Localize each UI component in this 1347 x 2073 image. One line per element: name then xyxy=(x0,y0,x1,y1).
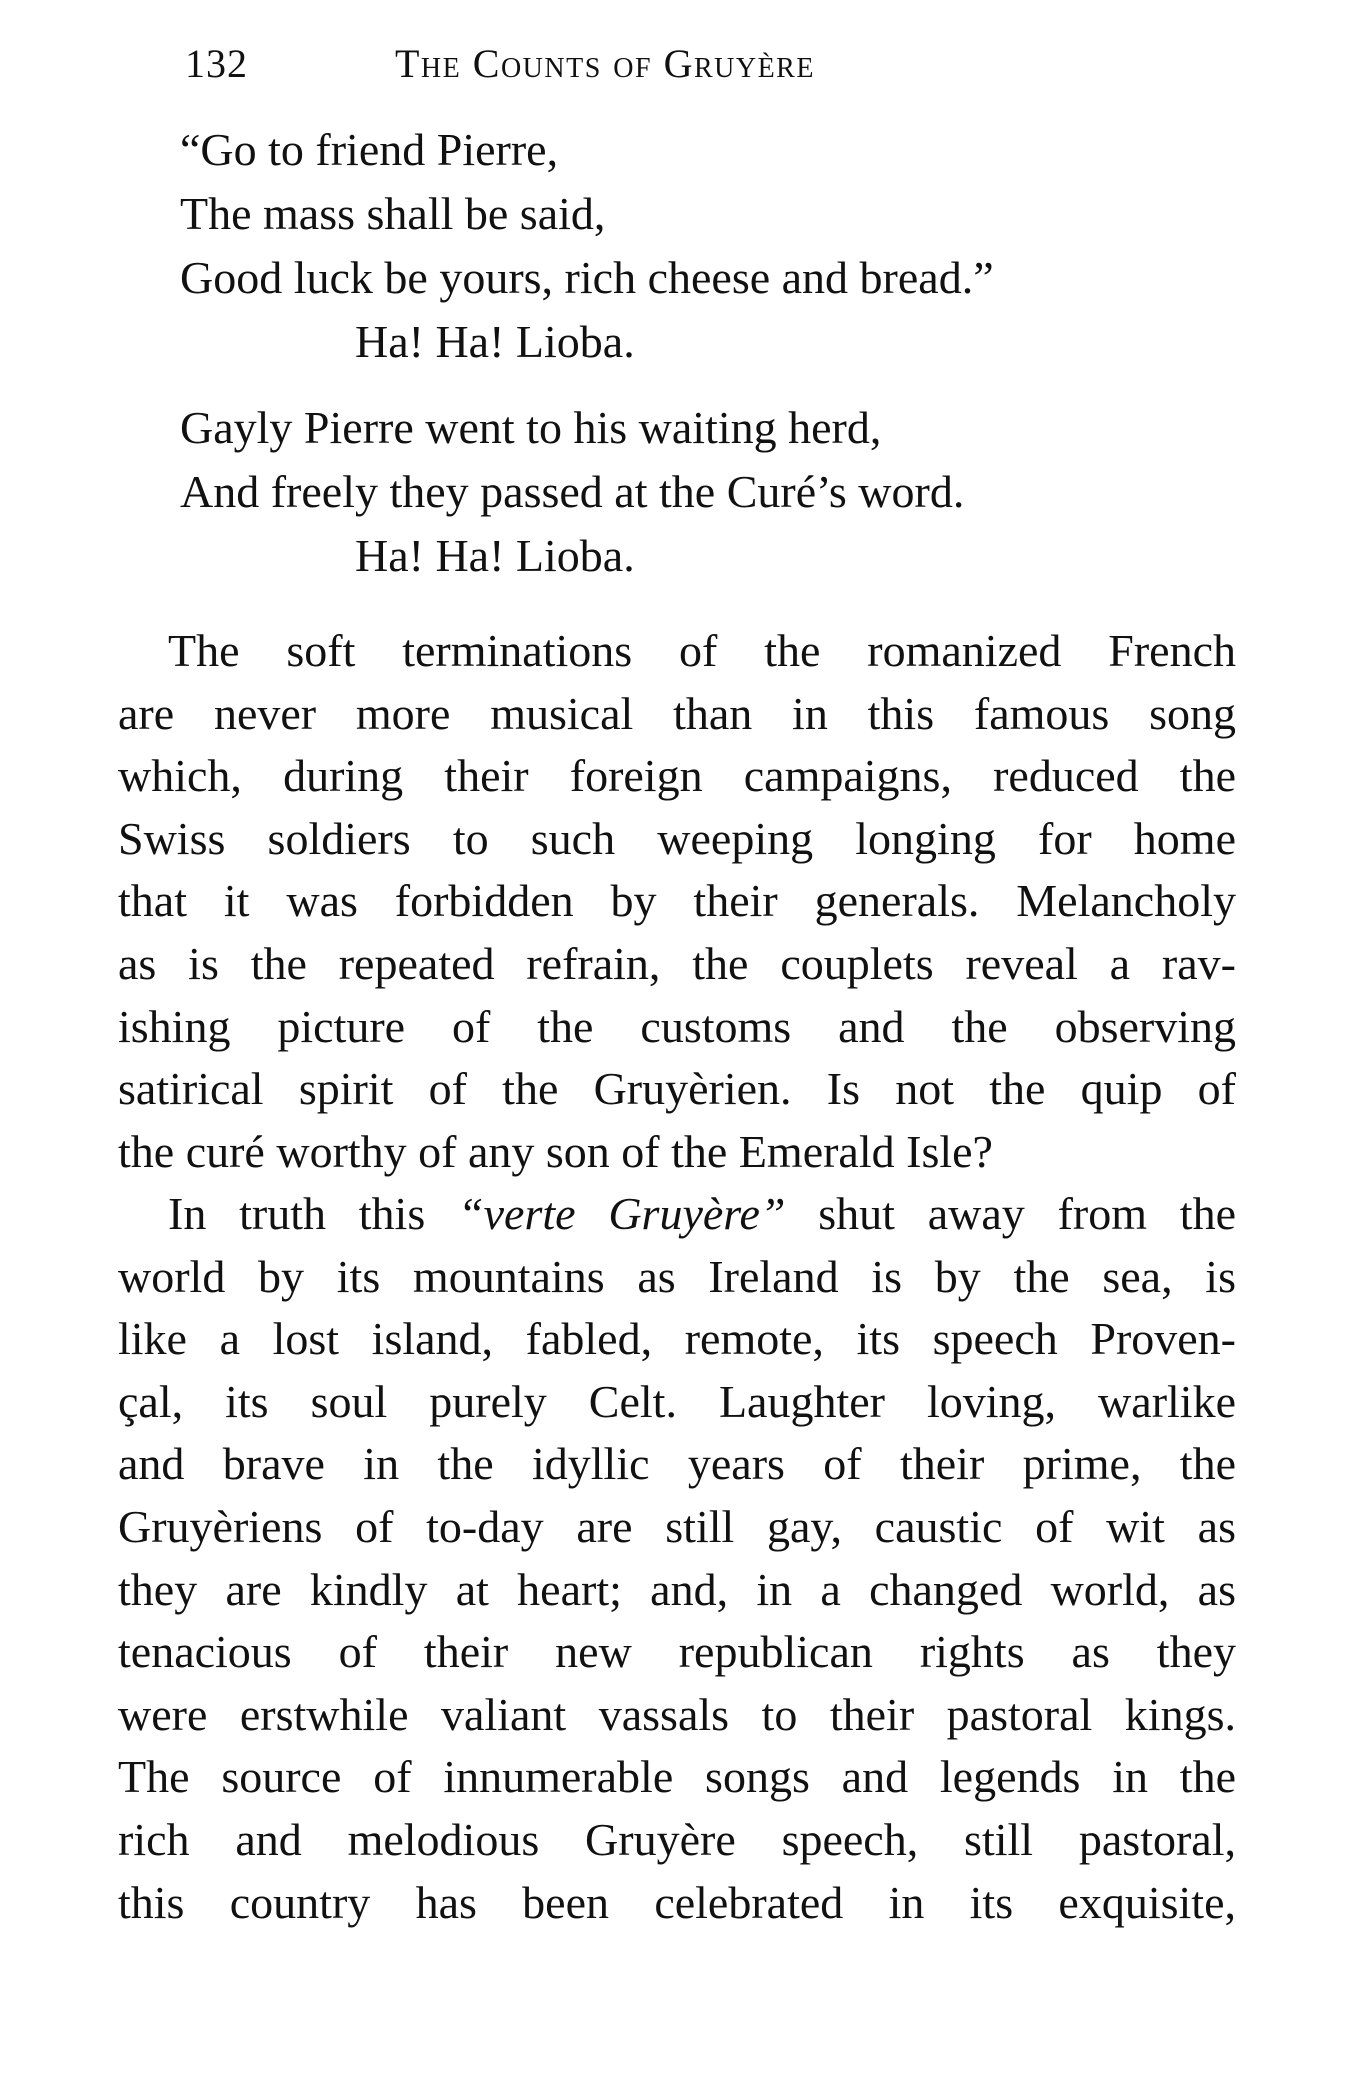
paragraph-line: like a lost island, fabled, remote, its speech Proven- xyxy=(118,1313,1236,1365)
running-header xyxy=(0,40,1347,100)
paragraph-line: rich and melodious Gruyère speech, still pastoral, xyxy=(118,1813,1236,1865)
paragraph-lead-rest: shut away from the xyxy=(785,1188,1236,1239)
paragraph-line: that it was forbidden by their generals. Melancholy xyxy=(118,875,1236,927)
italic-phrase: “verte Gruyère” xyxy=(458,1188,786,1239)
verse-line: Gayly Pierre went to his waiting herd, xyxy=(180,402,882,453)
paragraph-2 xyxy=(118,1183,1236,1934)
paragraph-line: they are kindly at heart; and, in a changed world, as xyxy=(118,1563,1236,1615)
page-number: 132 xyxy=(185,41,248,86)
verse-refrain: Ha! Ha! Lioba. xyxy=(355,316,635,367)
verse-refrain: Ha! Ha! Lioba. xyxy=(355,530,635,581)
verse-line: The mass shall be said, xyxy=(180,188,606,239)
paragraph-line: Gruyèriens of to-day are still gay, caustic of wit as xyxy=(118,1500,1236,1552)
paragraph-first-line xyxy=(118,1183,1236,1246)
paragraph-line: as is the repeated refrain, the couplets reveal a rav- xyxy=(118,937,1236,989)
verse-stanza-2 xyxy=(180,396,1240,588)
paragraph-line: are never more musical than in this famous song xyxy=(118,687,1236,739)
paragraph-line: this country has been celebrated in its exquisite, xyxy=(118,1876,1236,1928)
paragraph-line: The source of innumerable songs and legends in the xyxy=(118,1751,1236,1803)
running-title: The Counts of Gruyère xyxy=(395,41,815,86)
paragraph-line: the curé worthy of any son of the Emerald Isle? xyxy=(118,1125,993,1177)
paragraph-line: were erstwhile valiant vassals to their pastoral kings. xyxy=(118,1688,1236,1740)
paragraph-line: çal, its soul purely Celt. Laughter loving, warlike xyxy=(118,1375,1236,1427)
paragraph-line: satirical spirit of the Gruyèrien. Is not the quip of xyxy=(118,1063,1236,1115)
paragraph-line: Swiss soldiers to such weeping longing for home xyxy=(118,812,1236,864)
paragraph-line: and brave in the idyllic years of their prime, the xyxy=(118,1438,1236,1490)
paragraph-lead-text: In truth this xyxy=(168,1188,459,1239)
paragraph-line: which, during their foreign campaigns, reduced the xyxy=(118,750,1236,802)
verse-line: And freely they passed at the Curé’s word. xyxy=(180,466,965,517)
paragraph-line: The soft terminations of the romanized French xyxy=(168,625,1236,676)
verse-line: “Go to friend Pierre, xyxy=(180,124,559,175)
paragraph-line: world by its mountains as Ireland is by the sea, is xyxy=(118,1250,1236,1302)
verse-stanza-1 xyxy=(180,118,1240,374)
paragraph-line: tenacious of their new republican rights as they xyxy=(118,1626,1236,1678)
paragraph-line: ishing picture of the customs and the observing xyxy=(118,1000,1236,1052)
paragraph-1 xyxy=(118,620,1236,1183)
verse-line: Good luck be yours, rich cheese and bread.” xyxy=(180,252,994,303)
